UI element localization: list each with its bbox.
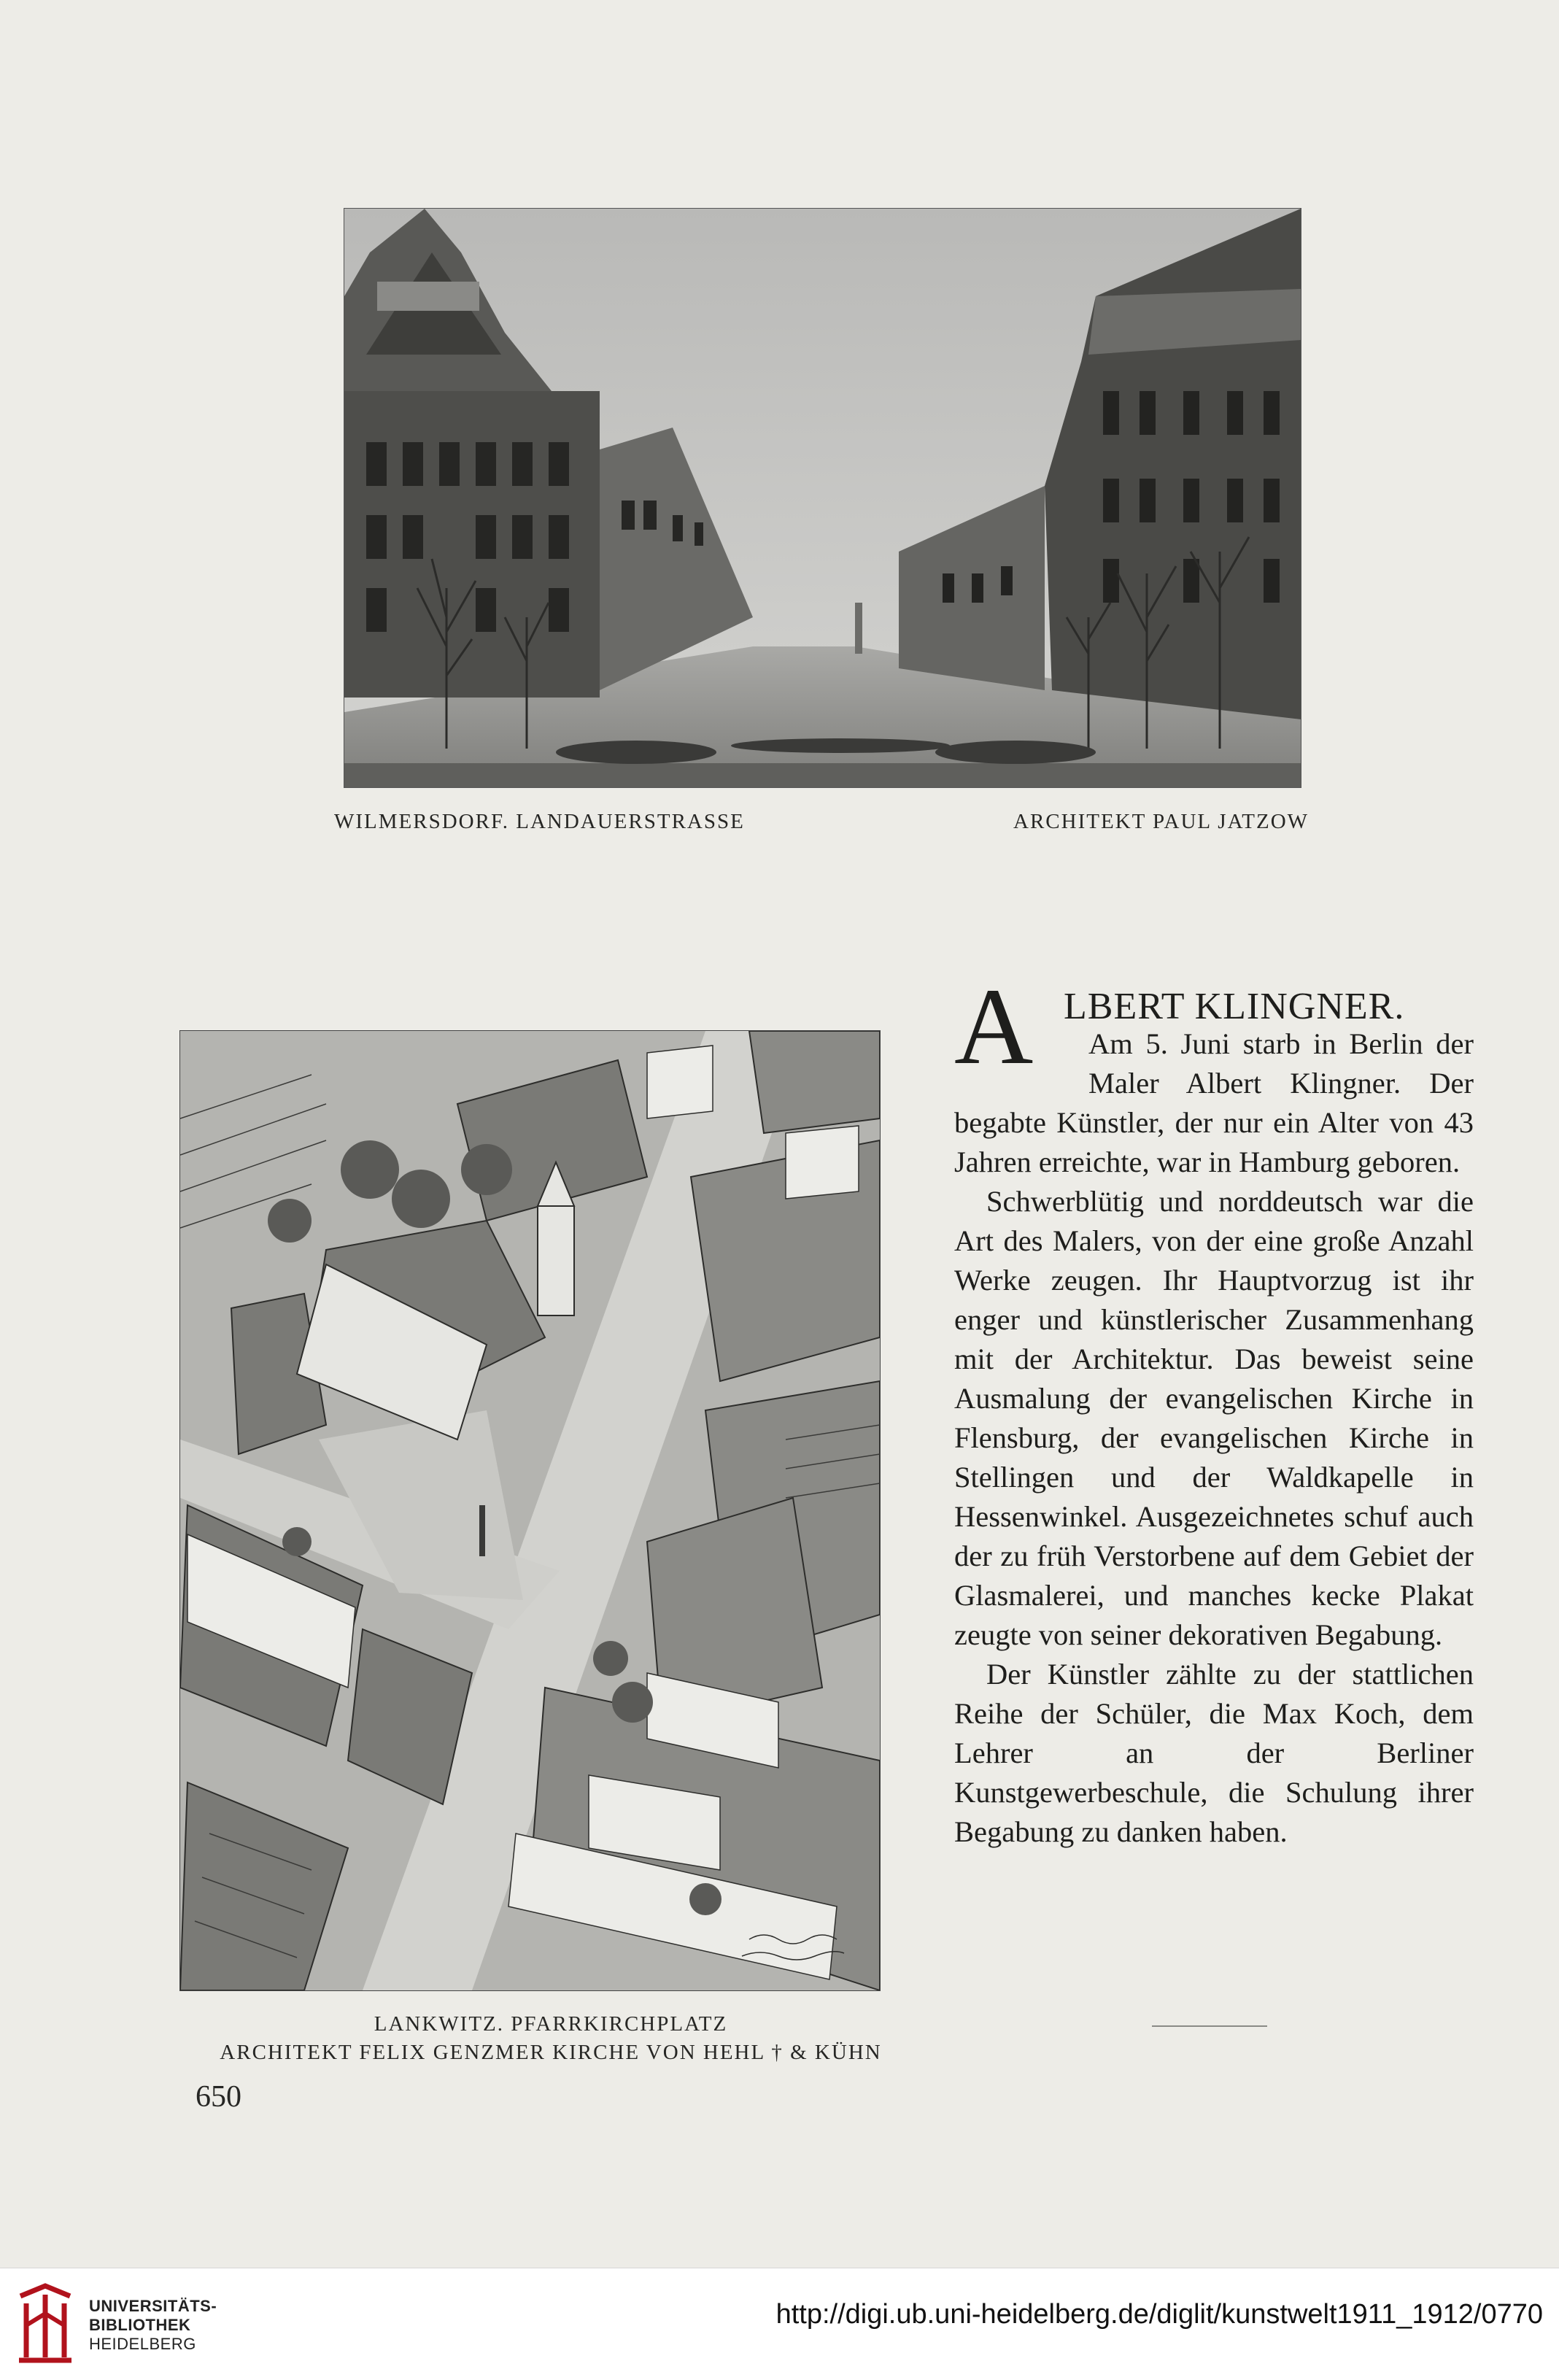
photo-caption-location: WILMERSDORF. LANDAUERSTRASSE xyxy=(334,810,745,833)
drawing-caption-location: LANKWITZ. PFARRKIRCHPLATZ xyxy=(374,2012,728,2036)
drawing-caption-architect: ARCHITEKT FELIX GENZMER KIRCHE VON HEHL † & KÜHN xyxy=(220,2041,882,2064)
library-name-line1: UNIVERSITÄTS- xyxy=(89,2297,217,2315)
library-name-line2: BIBLIOTHEK xyxy=(89,2316,191,2334)
paragraph: Schwerblütig und norddeutsch war die Art des Malers, von der eine große Anzahl Werke zeugen. Ihr Hauptvorzug ist ihr enger und künstlerischer Zusammenhang mit der Architektur. Das beweist seine Ausmalung der evangelischen Kirche in Flensburg, der evangelischen Kirche in Stellingen und der Waldkapelle in Hessenwinkel. Ausgezeichnetes schuf auch der zu früh Verstorbene auf dem Gebiet der Glasmalerei, und manches kecke Plakat zeugte von seiner dekorativen Begabung. xyxy=(954,1185,1474,1651)
source-url-link[interactable]: http://digi.ub.uni-heidelberg.de/diglit/kunstwelt1911_1912/0770 xyxy=(775,2299,1543,2330)
aerial-drawing xyxy=(180,1031,880,1990)
article-title: LBERT KLINGNER. xyxy=(1064,986,1405,1027)
article-body xyxy=(954,1024,1474,1852)
paragraph-text: Am 5. Juni starb in Berlin der Maler Albert Klingner. Der begabte Künstler, der nur ein Alter von 43 Jahren erreichte, war in Hamburg geboren. xyxy=(954,1027,1474,1178)
footer-bar xyxy=(0,2268,1559,2380)
drop-cap: A xyxy=(954,966,1034,1087)
street-photo xyxy=(344,209,1301,787)
paragraph xyxy=(954,1024,1474,1182)
university-library-logo-icon xyxy=(13,2282,77,2366)
library-name-line3: HEIDELBERG xyxy=(89,2335,196,2353)
paragraph: Der Künstler zählte zu der stattlichen Reihe der Schüler, die Max Koch, dem Lehrer an der Berliner Kunstgewerbeschule, die Schulung ihrer Begabung zu danken haben. xyxy=(954,1658,1474,1848)
page-number: 650 xyxy=(196,2080,241,2114)
photo-caption-architect: ARCHITEKT PAUL JATZOW xyxy=(1013,810,1310,833)
section-divider xyxy=(1152,2025,1267,2027)
